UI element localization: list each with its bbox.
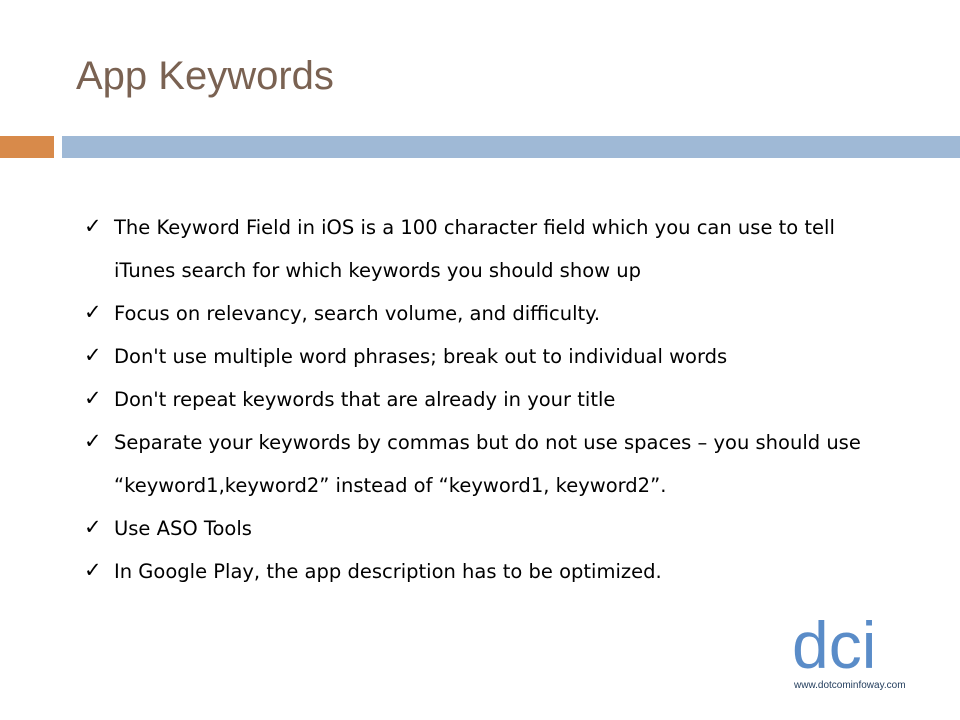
bullet-text: Separate your keywords by commas but do not use spaces – you should use “keyword1,keyword2” instead of “keyword1, keyword2”.: [114, 431, 861, 497]
title-rule: [62, 136, 960, 158]
checkmark-icon: ✓: [84, 515, 102, 539]
slide-title: App Keywords: [76, 54, 334, 98]
bullet-text: Use ASO Tools: [114, 517, 252, 540]
bullet-text: Focus on relevancy, search volume, and difficulty.: [114, 302, 601, 325]
bullet-text: Don't use multiple word phrases; break out to individual words: [114, 345, 728, 368]
bullet-text: Don't repeat keywords that are already in your title: [114, 388, 616, 411]
checkmark-icon: ✓: [84, 429, 102, 453]
bullet-text: The Keyword Field in iOS is a 100 character field which you can use to tell iTunes search for which keywords you should show up: [114, 216, 835, 282]
checkmark-icon: ✓: [84, 558, 102, 582]
checkmark-icon: ✓: [84, 343, 102, 367]
bullet-text: In Google Play, the app description has to be optimized.: [114, 560, 662, 583]
logo-url: www.dotcominfoway.com: [794, 680, 906, 691]
bullet-item: [80, 206, 880, 292]
bullet-item: [80, 421, 880, 507]
title-rule-accent: [0, 136, 54, 158]
bullet-list: [80, 206, 880, 593]
dci-logo-text: dci: [792, 612, 877, 682]
bullet-item: [80, 507, 880, 550]
company-logo: [792, 612, 932, 694]
bullet-item: [80, 292, 880, 335]
bullet-item: [80, 378, 880, 421]
bullet-item: [80, 335, 880, 378]
checkmark-icon: ✓: [84, 214, 102, 238]
checkmark-icon: ✓: [84, 386, 102, 410]
checkmark-icon: ✓: [84, 300, 102, 324]
bullet-item: [80, 550, 880, 593]
dci-logo-mark: [792, 612, 912, 682]
